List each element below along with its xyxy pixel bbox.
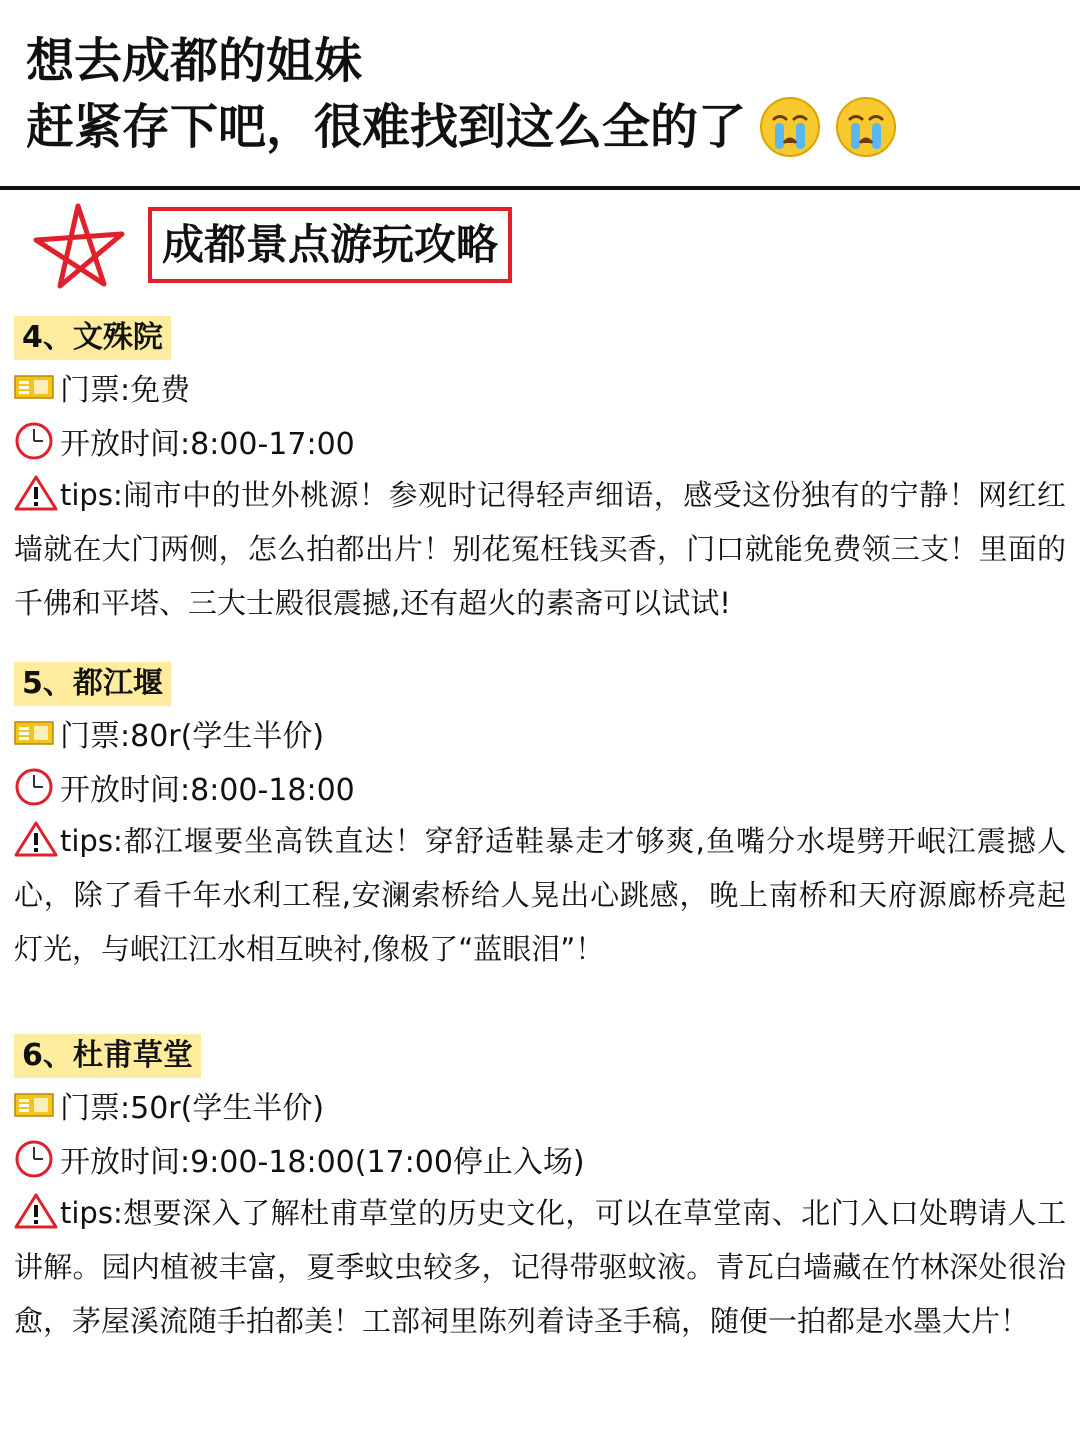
warning-icon [14,1193,58,1229]
ticket-row [14,1078,1070,1132]
warning-icon [14,821,58,857]
star-doodle-icon [30,200,130,292]
tips-paragraph [14,814,1066,976]
tips-paragraph [14,1186,1066,1348]
ticket-price: 门票:50r(学生半价) [60,1091,325,1126]
clock-icon [14,422,56,460]
header [26,28,1066,160]
tips-paragraph [14,468,1066,630]
ticket-icon [14,1086,56,1124]
ticket-row [14,360,1070,414]
ticket-icon [14,714,56,752]
attraction-section [14,1034,1070,1348]
opening-hours: 开放时间:8:00-18:00 [60,773,355,808]
section-heading: 4、文殊院 [14,316,171,360]
section-heading: 6、杜甫草堂 [14,1034,201,1078]
ticket-price: 门票:免费 [60,373,191,408]
clock-icon [14,768,56,806]
crying-face-icon [834,95,898,159]
tips-text: tips:想要深入了解杜甫草堂的历史文化，可以在草堂南、北门入口处聘请人工讲解。园内植被丰富，夏季蚊虫较多，记得带驱蚊液。青瓦白墙藏在竹林深处很治愈，茅屋溪流随手拍都美！工部祠里陈列着诗圣手稿，随便一拍都是水墨大片！ [14,1196,1066,1338]
tips-text: tips:都江堰要坐高铁直达！穿舒适鞋暴走才够爽,鱼嘴分水堤劈开岷江震撼人心，除了看千年水利工程,安澜索桥给人晃出心跳感，晚上南桥和天府源廊桥亮起灯光，与岷江江水相互映衬,像极了“蓝眼泪”！ [14,824,1066,966]
clock-icon [14,1140,56,1178]
header-line-1: 想去成都的姐妹 [26,33,363,89]
header-line-2 [26,94,1066,160]
attraction-section [14,316,1070,630]
hours-row [14,1132,1070,1186]
hours-row [14,760,1070,814]
section-heading: 5、都江堰 [14,662,171,706]
ticket-icon [14,368,56,406]
opening-hours: 开放时间:8:00-17:00 [60,427,355,462]
header-line-2-text: 赶紧存下吧，很难找到这么全的了 [26,99,747,155]
attraction-section [14,662,1070,976]
ticket-price: 门票:80r(学生半价) [60,719,325,754]
header-divider [0,186,1080,190]
tips-text: tips:闹市中的世外桃源！参观时记得轻声细语，感受这份独有的宁静！网红红墙就在大门两侧，怎么拍都出片！别花冤枉钱买香，门口就能免费领三支！里面的千佛和平塔、三大士殿很震撼,还有超火的素斋可以试试! [14,478,1066,620]
opening-hours: 开放时间:9:00-18:00(17:00停止入场) [60,1145,585,1180]
crying-face-icon [758,95,822,159]
hours-row [14,414,1070,468]
warning-icon [14,475,58,511]
ticket-row [14,706,1070,760]
page-title: 成都景点游玩攻略 [148,207,512,283]
